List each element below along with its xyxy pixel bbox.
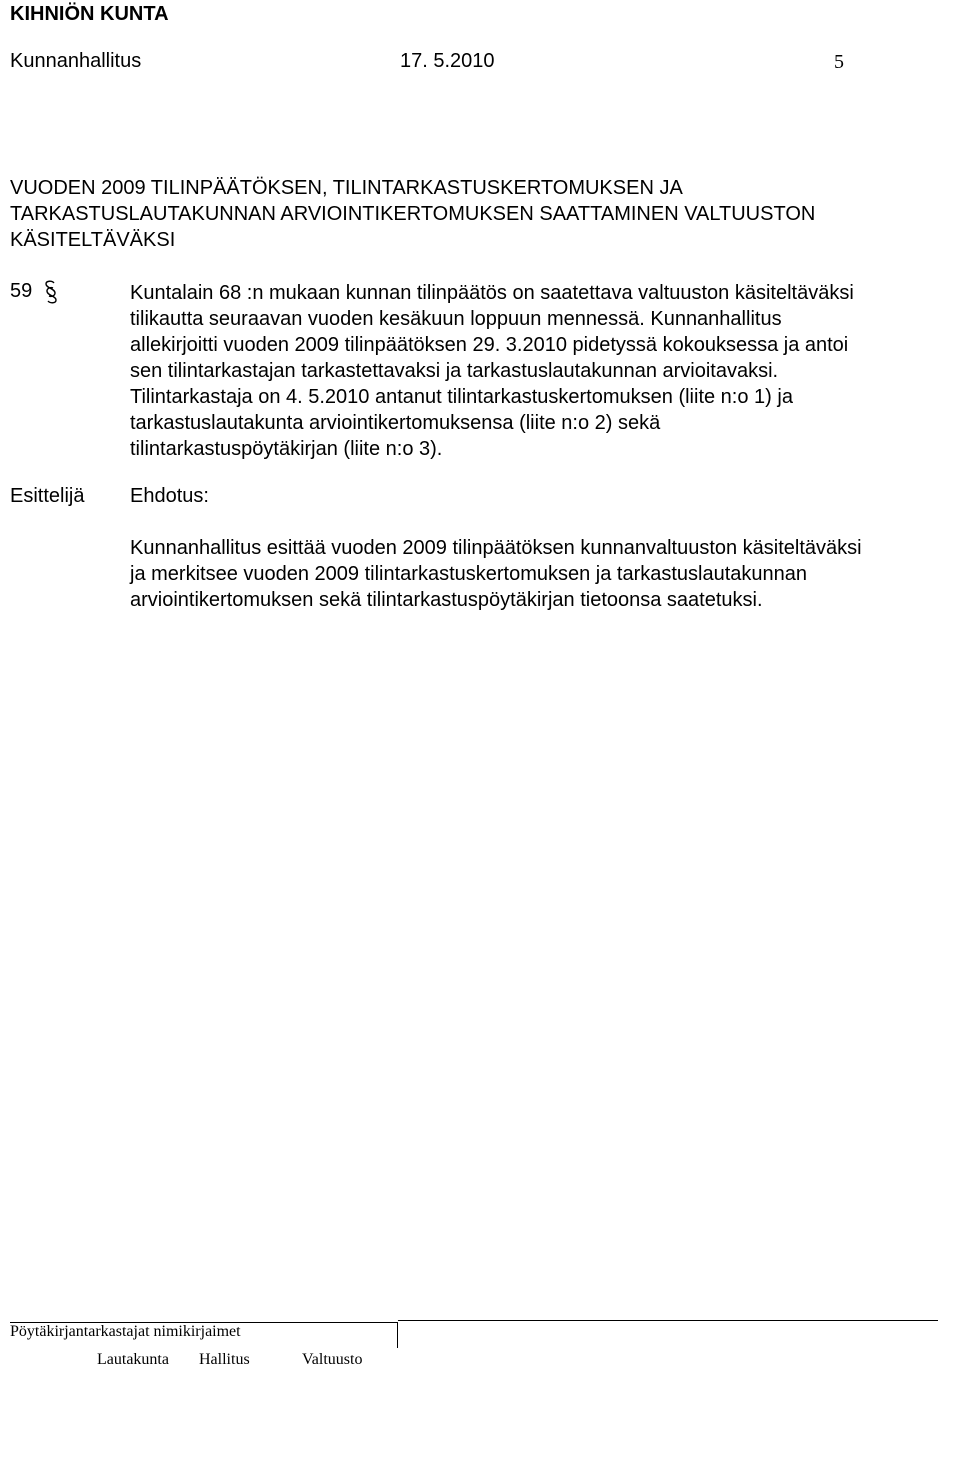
proposal-text bbox=[130, 535, 950, 613]
meeting-date: 17. 5.2010 bbox=[400, 50, 495, 72]
item-number: 59 bbox=[10, 280, 33, 302]
signature-lautakunta: Lautakunta bbox=[97, 1351, 169, 1368]
page-number: 5 bbox=[834, 51, 844, 73]
description-line: tilintarkastuspöytäkirjan (liite n:o 3). bbox=[130, 438, 443, 460]
footer-separator bbox=[397, 1322, 398, 1348]
proposal-line: arviointikertomuksen sekä tilintarkastuspöytäkirjan tietoonsa saatetuksi. bbox=[130, 589, 763, 611]
body-name: Kunnanhallitus bbox=[10, 50, 142, 72]
proposal-line: ja merkitsee vuoden 2009 tilintarkastuskertomuksen ja tarkastuslautakunnan bbox=[130, 563, 808, 585]
footer-divider bbox=[398, 1320, 938, 1321]
description-line: allekirjoitti vuoden 2009 tilinpäätöksen 29. 3.2010 pidetyssä kokouksessa ja antoi bbox=[130, 334, 849, 356]
description-line: tilikautta seuraavan vuoden kesäkuun loppuun mennessä. Kunnanhallitus bbox=[130, 308, 782, 330]
section-sign-icon bbox=[40, 279, 62, 305]
signature-valtuusto: Valtuusto bbox=[302, 1351, 363, 1368]
proposal-line: Kunnanhallitus esittää vuoden 2009 tilinpäätöksen kunnanvaltuuston käsiteltäväksi bbox=[130, 537, 862, 559]
item-description bbox=[130, 280, 950, 462]
section-title-line: TARKASTUSLAUTAKUNNAN ARVIOINTIKERTOMUKSEN SAATTAMINEN VALTUUSTON bbox=[10, 203, 816, 225]
description-line: sen tilintarkastajan tarkastettavaksi ja tarkastuslautakunnan arvioitavaksi. bbox=[130, 360, 779, 382]
organization-name: KIHNIÖN KUNTA bbox=[10, 3, 169, 25]
signature-hallitus: Hallitus bbox=[199, 1351, 250, 1368]
description-line: Kuntalain 68 :n mukaan kunnan tilinpäätös on saatettava valtuuston käsiteltäväksi bbox=[130, 282, 854, 304]
description-line: tarkastuslautakunta arviointikertomuksensa (liite n:o 2) sekä bbox=[130, 412, 661, 434]
section-title-line: VUODEN 2009 TILINPÄÄTÖKSEN, TILINTARKASTUSKERTOMUKSEN JA bbox=[10, 177, 683, 199]
section-title bbox=[10, 175, 950, 253]
presenter-label: Esittelijä bbox=[10, 485, 85, 507]
proposal-label: Ehdotus: bbox=[130, 485, 209, 507]
section-title-line: KÄSITELTÄVÄKSI bbox=[10, 229, 176, 251]
signers-label: Pöytäkirjantarkastajat nimikirjaimet bbox=[10, 1323, 241, 1340]
description-line: Tilintarkastaja on 4. 5.2010 antanut tilintarkastuskertomuksen (liite n:o 1) ja bbox=[130, 386, 793, 408]
